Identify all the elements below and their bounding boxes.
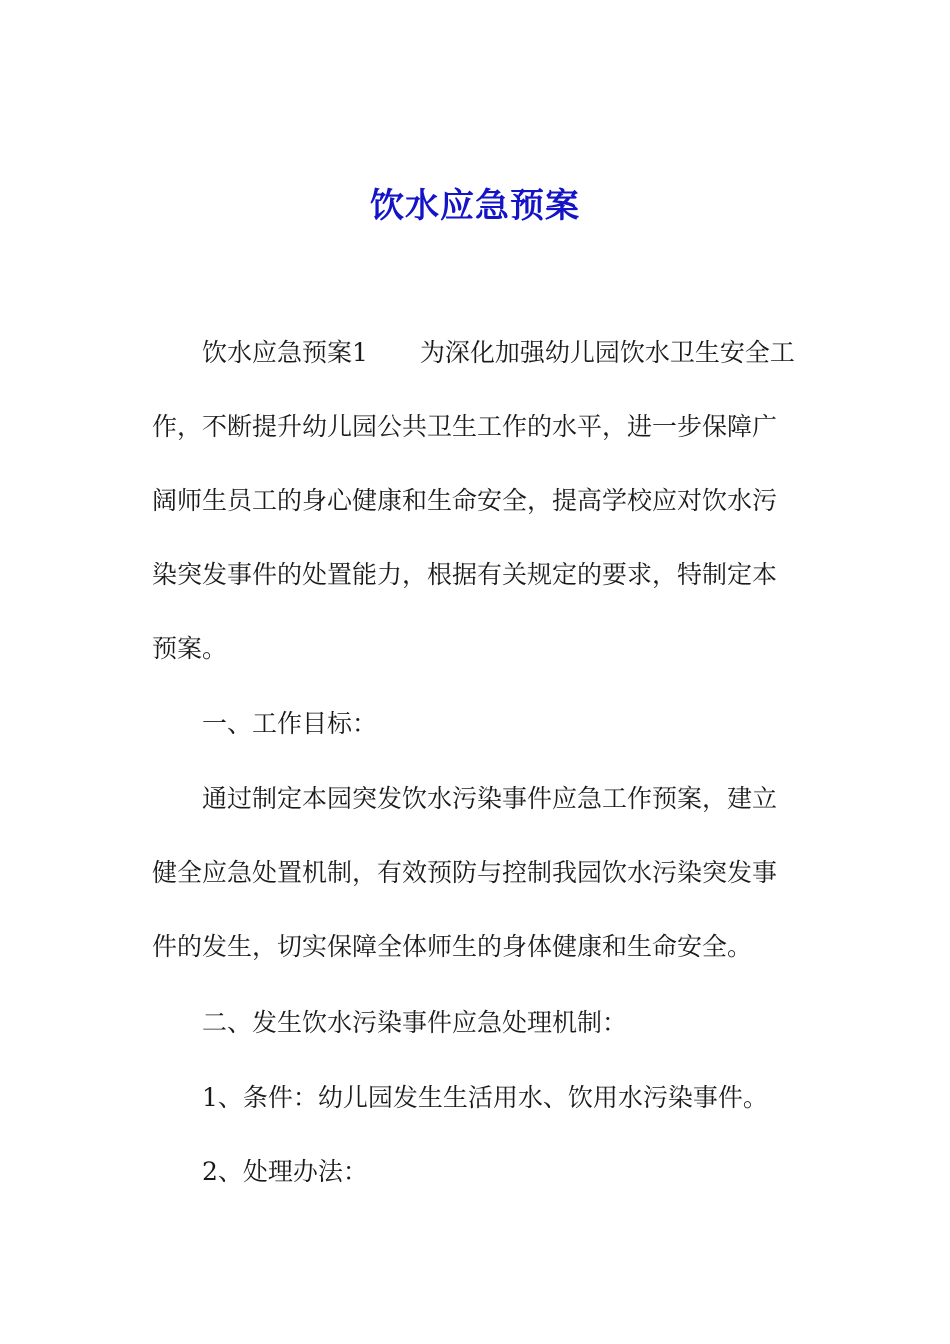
- paragraph-line: 件的发生，切实保障全体师生的身体健康和生命安全。: [152, 932, 753, 961]
- section-heading: 二、发生饮水污染事件应急处理机制：: [202, 1008, 628, 1037]
- section-heading: 一、工作目标：: [202, 709, 378, 738]
- plan-number-label: 饮水应急预案1: [202, 338, 368, 367]
- paragraph-line: 阔师生员工的身心健康和生命安全，提高学校应对饮水污: [152, 486, 778, 515]
- paragraph-line: 预案。: [152, 634, 228, 663]
- paragraph-line: 染突发事件的处置能力，根据有关规定的要求，特制定本: [152, 560, 778, 589]
- list-item: 2、处理办法：: [202, 1157, 368, 1186]
- paragraph-line: 健全应急处置机制，有效预防与控制我园饮水污染突发事: [152, 858, 778, 887]
- paragraph-text: 为深化加强幼儿园饮水卫生安全工: [419, 338, 795, 367]
- paragraph-line: 作，不断提升幼儿园公共卫生工作的水平，进一步保障广: [152, 412, 778, 441]
- paragraph-line: 通过制定本园突发饮水污染事件应急工作预案，建立: [202, 784, 778, 813]
- paragraph-line: [202, 338, 795, 368]
- document-title: 饮水应急预案: [370, 186, 580, 226]
- list-item: 1、条件：幼儿园发生生活用水、饮用水污染事件。: [202, 1083, 768, 1112]
